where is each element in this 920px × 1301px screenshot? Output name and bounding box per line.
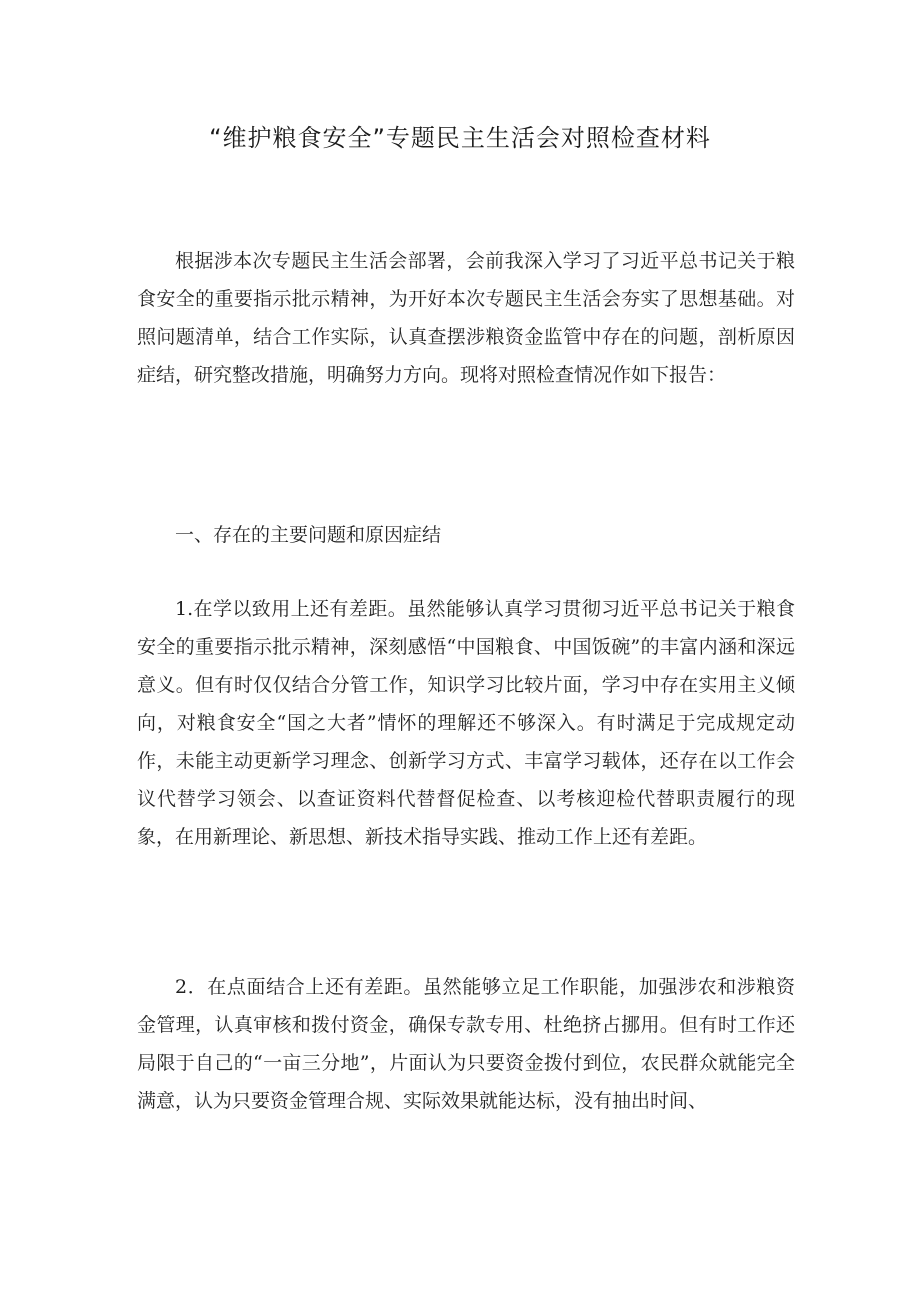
paragraph-2: 2．在点面结合上还有差距。虽然能够立足工作职能，加强涉农和涉粮资金管理，认真审核和拨付资金，确保专款专用、杜绝挤占挪用。但有时工作还局限于自己的“一亩三分地”，片面认为只要资金拨付到位，农民群众就能完全满意，认为只要资金管理合规、实际效果就能达标，没有抽出时间、 bbox=[137, 976, 795, 1112]
section-heading: 一、存在的主要问题和原因症结 bbox=[175, 524, 442, 546]
intro-paragraph: 根据涉本次专题民主生活会部署，会前我深入学习了习近平总书记关于粮食安全的重要指示批示精神，为开好本次专题民主生活会夯实了思想基础。对照问题清单，结合工作实际，认真查摆涉粮资金监管中存在的问题，剖析原因症结，研究整改措施，明确努力方向。现将对照检查情况作如下报告： bbox=[137, 250, 795, 386]
document-title: “维护粮食安全”专题民主生活会对照检查材料 bbox=[209, 124, 711, 152]
paragraph-1: 1.在学以致用上还有差距。虽然能够认真学习贯彻习近平总书记关于粮食安全的重要指示批示精神，深刻感悟“中国粮食、中国饭碗”的丰富内涵和深远意义。但有时仅仅结合分管工作，知识学习比较片面，学习中存在实用主义倾向，对粮食安全“国之大者”情怀的理解还不够深入。有时满足于完成规定动作，未能主动更新学习理念、创新学习方式、丰富学习载体，还存在以工作会议代替学习领会、以查证资料代替督促检查、以考核迎检代替职责履行的现象，在用新理论、新思想、新技术指导实践、推动工作上还有差距。 bbox=[137, 598, 795, 848]
